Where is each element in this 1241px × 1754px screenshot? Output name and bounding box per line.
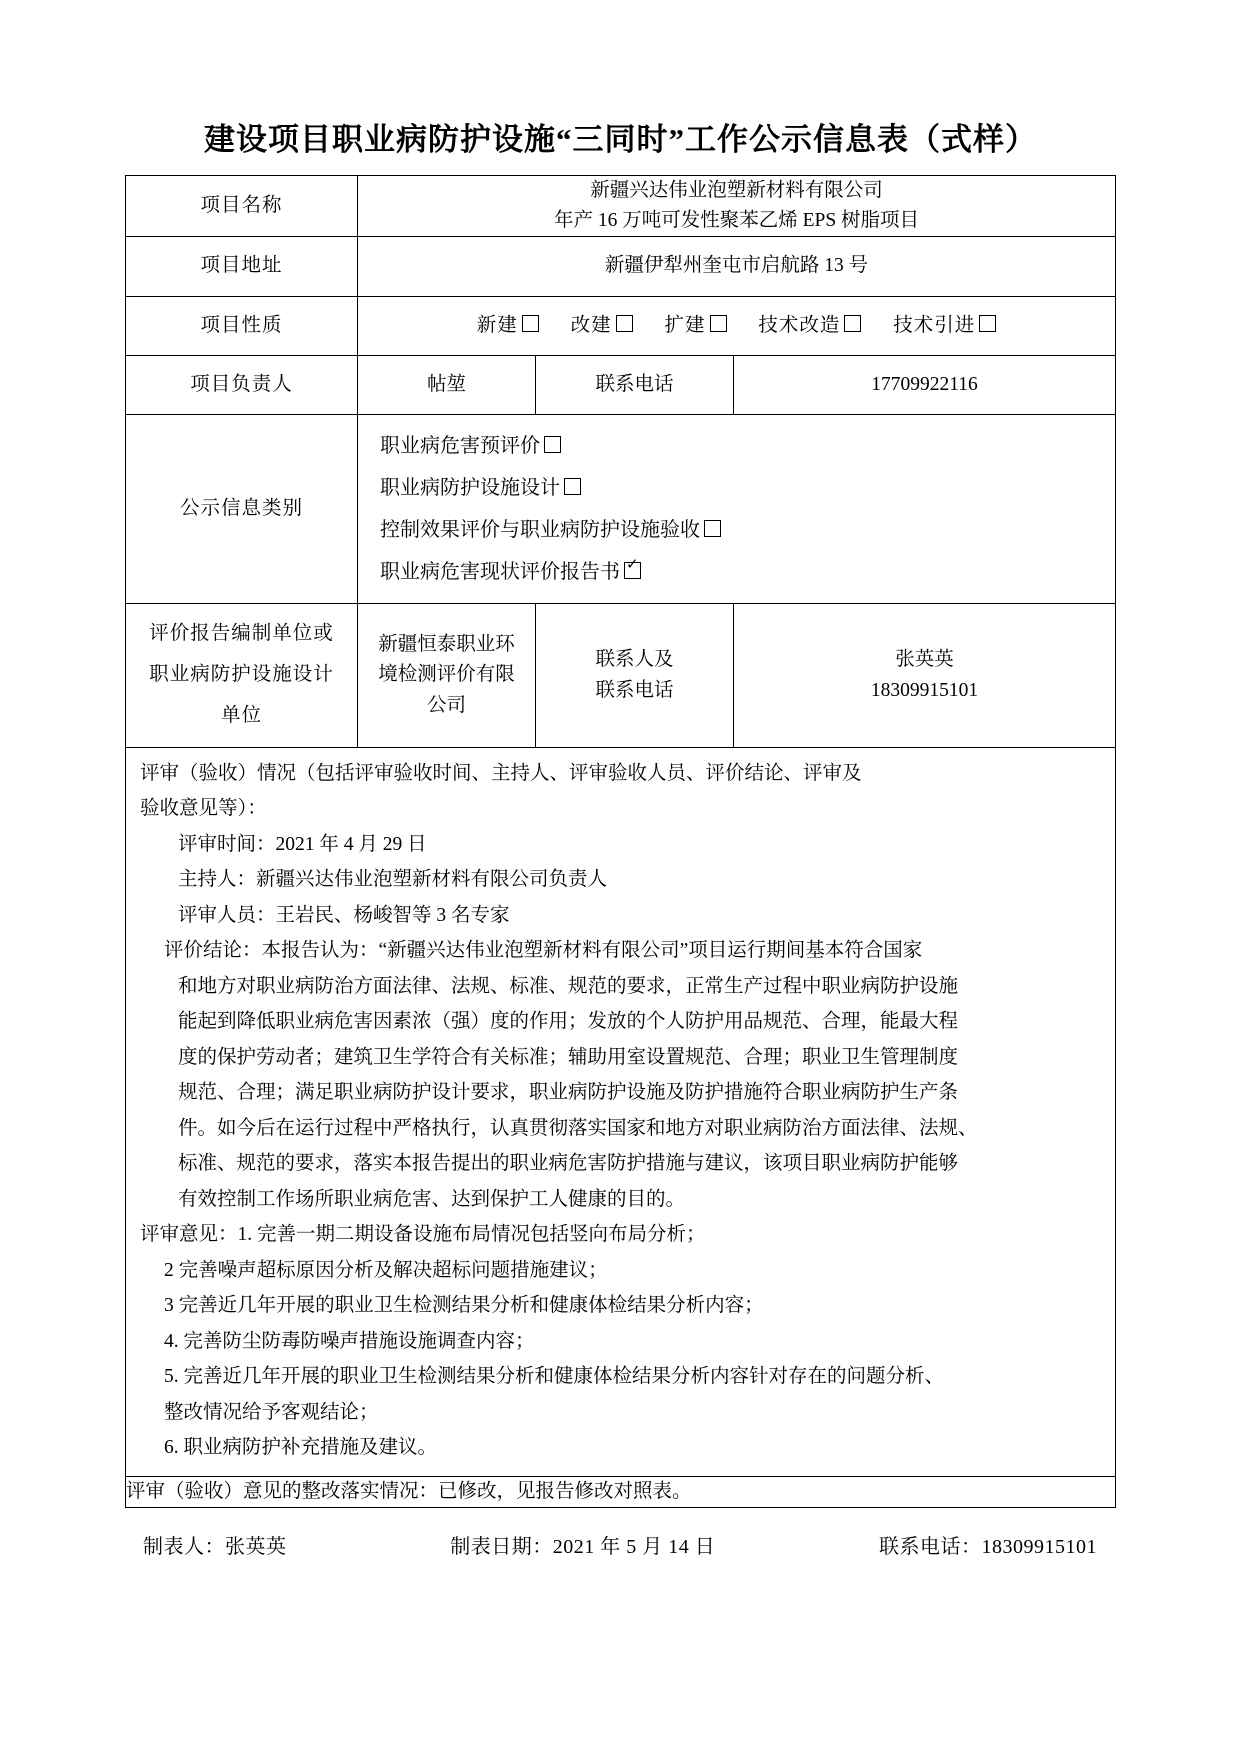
review-head-line1: 评审（验收）情况（包括评审验收时间、主持人、评审验收人员、评价结论、评审及	[140, 762, 862, 784]
table-row	[126, 415, 1116, 604]
evaluation-unit-value-line3: 公司	[426, 694, 466, 716]
review-opinion-item: 6. 职业病防护补充措施及建议。	[164, 1437, 438, 1459]
contact-person: 张英英	[895, 649, 954, 671]
nature-option-rebuild-label: 改建	[570, 314, 612, 336]
review-head-line2: 验收意见等）：	[140, 798, 267, 820]
review-conclusion-line: 有效控制工作场所职业病危害、达到保护工人健康的目的。	[178, 1188, 686, 1210]
checkbox-icon[interactable]	[704, 520, 721, 537]
evaluation-unit-value-line2: 境检测评价有限	[378, 664, 515, 686]
phone-value: 17709922116	[734, 355, 1116, 414]
table-row	[126, 355, 1116, 414]
checkbox-icon[interactable]	[710, 315, 727, 332]
checkbox-icon[interactable]	[522, 315, 539, 332]
nature-option-new[interactable]	[477, 311, 539, 341]
footer-maker: 制表人：张英英	[143, 1535, 287, 1558]
category-option-facility-design[interactable]	[380, 467, 1115, 509]
nature-option-tech-import-label: 技术引进	[893, 314, 976, 336]
category-option-control-effect-label: 控制效果评价与职业病防护设施验收	[380, 519, 700, 542]
review-conclusion-line: 能起到降低职业病危害因素浓（强）度的作用；发放的个人防护用品规范、合理，能最大程	[178, 1011, 959, 1033]
nature-option-expand-label: 扩建	[664, 314, 706, 336]
table-row	[126, 237, 1116, 296]
nature-option-rebuild[interactable]	[571, 311, 633, 341]
review-conclusion-lead: 评价结论：本报告认为：“新疆兴达伟业泡塑新材料有限公司”项目运行期间基本符合国家	[164, 940, 923, 962]
category-option-status-report[interactable]	[380, 551, 1115, 593]
footer-date: 制表日期：2021 年 5 月 14 日	[450, 1535, 716, 1558]
review-opinion-item: 2 完善噪声超标原因分析及解决超标问题措施建议；	[164, 1259, 608, 1281]
review-conclusion-line: 规范、合理；满足职业病防护设计要求，职业病防护设施及防护措施符合职业病防护生产条	[178, 1082, 959, 1104]
review-conclusion-line: 度的保护劳动者；建筑卫生学符合有关标准；辅助用室设置规范、合理；职业卫生管理制度	[178, 1046, 959, 1068]
evaluation-unit-value	[358, 604, 536, 748]
contact-phone: 18309915101	[870, 679, 979, 701]
category-option-control-effect[interactable]	[380, 509, 1115, 551]
review-host: 主持人：新疆兴达伟业泡塑新材料有限公司负责人	[178, 869, 608, 891]
info-table	[125, 175, 1116, 1508]
table-row	[126, 604, 1116, 748]
project-name-label: 项目名称	[126, 176, 358, 237]
checkbox-checked-icon[interactable]	[624, 562, 641, 579]
evaluation-unit-label-line1: 评价报告编制单位或	[149, 623, 334, 645]
review-time: 评审时间：2021 年 4 月 29 日	[178, 833, 427, 855]
rectification-status: 评审（验收）意见的整改落实情况：已修改，见报告修改对照表。	[126, 1476, 1116, 1507]
nature-option-tech-reform[interactable]	[758, 311, 861, 341]
evaluation-unit-label-line3: 单位	[220, 704, 262, 726]
checkbox-icon[interactable]	[979, 315, 996, 332]
footer	[125, 1508, 1115, 1559]
nature-option-tech-reform-label: 技术改造	[758, 314, 841, 336]
category-option-pre-evaluation[interactable]	[380, 425, 1115, 467]
phone-label: 联系电话	[536, 355, 734, 414]
evaluation-unit-label-line2: 职业病防护设施设计	[149, 664, 334, 686]
project-name-line2: 年产 16 万吨可发性聚苯乙烯 EPS 树脂项目	[553, 210, 920, 232]
review-situation-cell	[126, 747, 1116, 1476]
review-conclusion-line: 件。如今后在运行过程中严格执行，认真贯彻落实国家和地方对职业病防治方面法律、法规、	[178, 1117, 978, 1139]
review-conclusion-line: 和地方对职业病防治方面法律、法规、标准、规范的要求，正常生产过程中职业病防护设施	[178, 975, 959, 997]
review-conclusion-line: 标准、规范的要求，落实本报告提出的职业病危害防护措施与建议，该项目职业病防护能够	[178, 1153, 959, 1175]
nature-option-expand[interactable]	[665, 311, 727, 341]
table-row	[126, 1476, 1116, 1507]
evaluation-unit-value-line1: 新疆恒泰职业环	[378, 634, 515, 656]
project-manager-value: 帖堃	[358, 355, 536, 414]
checkbox-icon[interactable]	[616, 315, 633, 332]
project-address-label: 项目地址	[126, 237, 358, 296]
page-title: 建设项目职业病防护设施“三同时”工作公示信息表（式样）	[204, 122, 1037, 157]
checkbox-icon[interactable]	[844, 315, 861, 332]
project-name-line1: 新疆兴达伟业泡塑新材料有限公司	[590, 180, 883, 201]
table-row	[126, 296, 1116, 355]
project-nature-label: 项目性质	[126, 296, 358, 355]
project-name-value	[358, 176, 1116, 237]
table-row	[126, 176, 1116, 237]
checkbox-icon[interactable]	[564, 478, 581, 495]
contact-label	[536, 604, 734, 748]
review-opinions-lead: 评审意见：1. 完善一期二期设备设施布局情况包括竖向布局分析；	[140, 1224, 706, 1246]
review-opinion-item: 3 完善近几年开展的职业卫生检测结果分析和健康体检结果分析内容；	[164, 1295, 764, 1317]
checkbox-icon[interactable]	[544, 436, 561, 453]
nature-option-tech-import[interactable]	[893, 311, 996, 341]
footer-phone: 联系电话：18309915101	[879, 1535, 1097, 1558]
project-manager-label: 项目负责人	[126, 355, 358, 414]
nature-option-new-label: 新建	[476, 314, 518, 336]
category-option-pre-evaluation-label: 职业病危害预评价	[380, 435, 540, 458]
review-members: 评审人员：王岩民、杨峻智等 3 名专家	[178, 904, 510, 926]
category-option-facility-design-label: 职业病防护设施设计	[380, 477, 560, 500]
evaluation-unit-label	[126, 604, 358, 748]
category-option-status-report-label: 职业病危害现状评价报告书	[380, 561, 620, 584]
contact-label-line1: 联系人及	[595, 649, 674, 671]
review-opinion-item: 整改情况给予客观结论；	[164, 1401, 379, 1423]
review-opinion-item: 5. 完善近几年开展的职业卫生检测结果分析和健康体检结果分析内容针对存在的问题分析、	[164, 1366, 945, 1388]
contact-value	[734, 604, 1116, 748]
project-address-value: 新疆伊犁州奎屯市启航路 13 号	[358, 237, 1116, 296]
category-options	[358, 415, 1116, 604]
category-label: 公示信息类别	[126, 415, 358, 604]
table-row	[126, 747, 1116, 1476]
project-nature-options	[358, 296, 1116, 355]
review-opinion-item: 4. 完善防尘防毒防噪声措施设施调查内容；	[164, 1330, 535, 1352]
contact-label-line2: 联系电话	[595, 679, 674, 701]
